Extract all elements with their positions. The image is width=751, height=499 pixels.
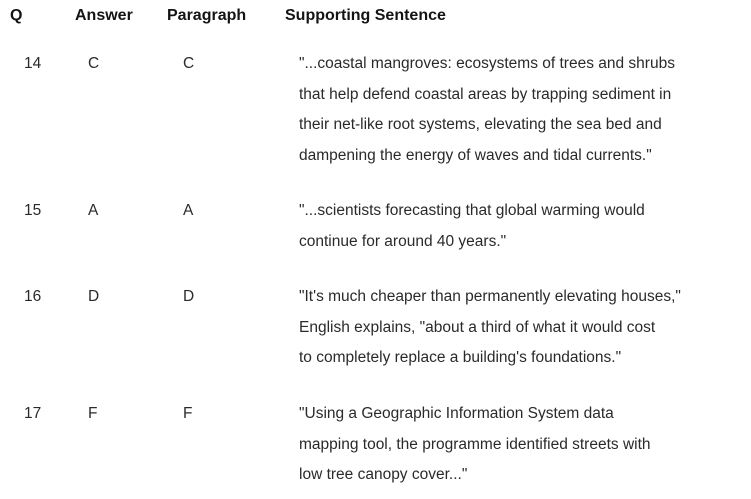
answer-letter: C <box>88 55 100 72</box>
header-q: Q <box>10 7 23 24</box>
question-number: 16 <box>24 288 42 305</box>
table-row <box>0 283 751 378</box>
paragraph-letter: F <box>183 405 193 422</box>
sentence-line: that help defend coastal areas by trapping sediment in <box>299 85 672 103</box>
sentence-line: "Using a Geographic Information System data <box>299 405 614 422</box>
sentence-line: to completely replace a building's foundations." <box>299 349 622 366</box>
header-supporting-sentence: Supporting Sentence <box>285 7 446 24</box>
table-row <box>0 400 751 495</box>
paragraph-letter: D <box>183 288 195 305</box>
paragraph-letter: C <box>183 55 195 72</box>
table-header <box>0 0 751 36</box>
sentence-line: dampening the energy of waves and tidal currents." <box>299 146 652 164</box>
sentence-line: mapping tool, the programme identified streets with <box>299 435 651 453</box>
header-paragraph: Paragraph <box>167 7 247 24</box>
sentence-line: "...coastal mangroves: ecosystems of trees and shrubs <box>299 55 675 72</box>
table-row <box>0 197 751 262</box>
supporting-sentence <box>299 49 744 171</box>
answer-letter: F <box>88 405 98 422</box>
answer-letter: D <box>88 288 100 305</box>
supporting-sentence <box>299 282 744 374</box>
sentence-line: continue for around 40 years." <box>299 232 507 250</box>
supporting-sentence <box>299 196 744 257</box>
question-number: 15 <box>24 202 42 219</box>
question-number: 17 <box>24 405 42 422</box>
sentence-line: their net-like root systems, elevating the sea bed and <box>299 116 662 133</box>
paragraph-letter: A <box>183 202 194 219</box>
header-answer: Answer <box>75 7 133 24</box>
sentence-line: "It's much cheaper than permanently elevating houses," <box>299 288 681 305</box>
sentence-line: "...scientists forecasting that global warming would <box>299 202 645 219</box>
supporting-sentence <box>299 399 744 491</box>
question-number: 14 <box>24 55 42 72</box>
sentence-line: English explains, "about a third of what it would cost <box>299 318 656 336</box>
table-row <box>0 50 751 175</box>
sentence-line: low tree canopy cover..." <box>299 466 468 483</box>
answer-letter: A <box>88 202 99 219</box>
